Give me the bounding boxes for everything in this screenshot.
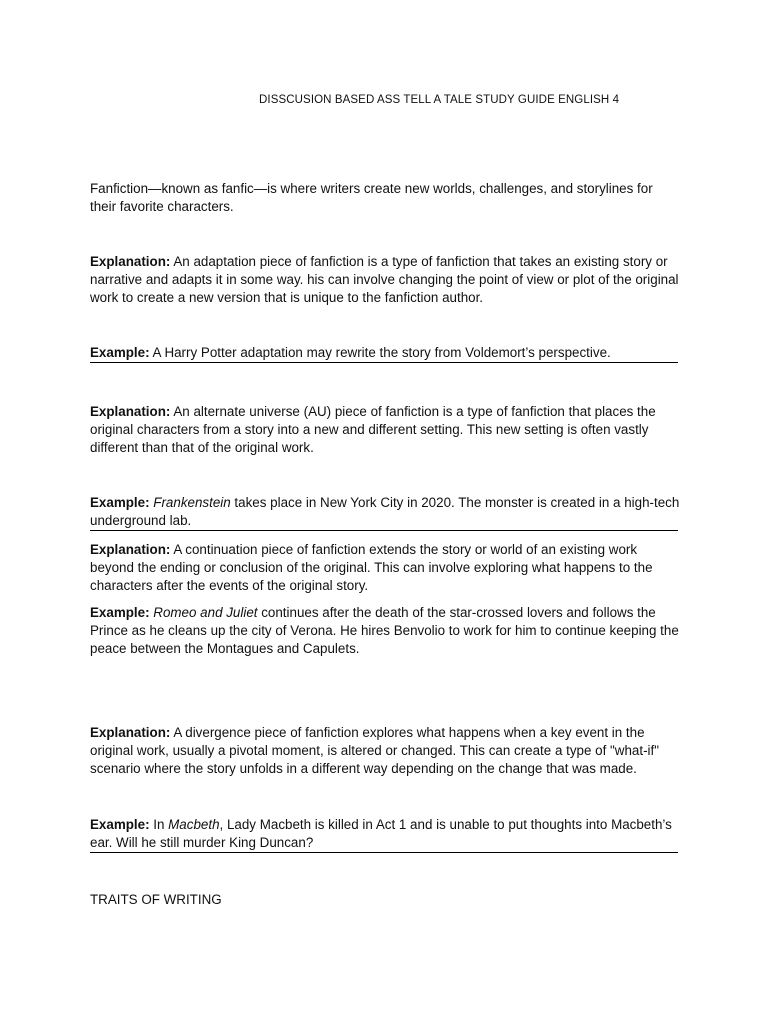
example-divergence	[90, 816, 680, 852]
traits-heading: TRAITS OF WRITING	[90, 892, 222, 907]
explanation-text: An alternate universe (AU) piece of fanfiction is a type of fanfiction that places the original characters from a story into a new and different setting. This new setting is often vastly different than that of the original work.	[90, 404, 656, 455]
explanation-label: Explanation:	[90, 254, 171, 269]
example-alternate-universe	[90, 494, 680, 530]
example-work-title: Frankenstein	[153, 495, 231, 510]
example-label: Example:	[90, 605, 150, 620]
explanation-continuation	[90, 541, 680, 595]
example-adaptation	[90, 344, 680, 362]
example-text: takes place in New York City in 2020. The monster is created in a high-tech underground lab.	[90, 495, 680, 528]
divider-line	[90, 362, 678, 363]
example-work-title: Macbeth	[168, 817, 220, 832]
example-label: Example:	[90, 495, 150, 510]
explanation-text: A divergence piece of fanfiction explores what happens when a key event in the original work, usually a pivotal moment, is altered or changed. This can create a type of "what-if" scenario where the story unfolds in a different way depending on the change that was made.	[90, 725, 659, 776]
example-label: Example:	[90, 345, 150, 360]
explanation-label: Explanation:	[90, 404, 171, 419]
example-label: Example:	[90, 817, 150, 832]
explanation-text: An adaptation piece of fanfiction is a type of fanfiction that takes an existing story or narrative and adapts it in some way. his can involve changing the point of view or plot of the original work to create a new version that is unique to the fanfiction author.	[90, 254, 679, 305]
example-text: , Lady Macbeth is killed in Act 1 and is unable to put thoughts into Macbeth’s ear. Will he still murder King Duncan?	[90, 817, 672, 850]
explanation-adaptation	[90, 253, 680, 307]
divider-line	[90, 530, 678, 531]
explanation-divergence	[90, 724, 680, 778]
explanation-alternate-universe	[90, 403, 680, 457]
example-work-title: Romeo and Juliet	[153, 605, 258, 620]
explanation-text: A continuation piece of fanfiction extends the story or world of an existing work beyond the ending or conclusion of the original. This can involve exploring what happens to the characters after the events of the original story.	[90, 542, 653, 593]
example-continuation	[90, 604, 680, 658]
example-text: continues after the death of the star-crossed lovers and follows the Prince as he cleans up the city of Verona. He hires Benvolio to work for him to continue keeping the peace between the Montagues and Capulets.	[90, 605, 679, 656]
divider-line	[90, 852, 678, 853]
explanation-label: Explanation:	[90, 542, 171, 557]
page-title: DISSCUSION BASED ASS TELL A TALE STUDY GUIDE ENGLISH 4	[259, 94, 620, 106]
example-text: A Harry Potter adaptation may rewrite the story from Voldemort’s perspective.	[149, 345, 611, 360]
example-prefix: In	[149, 817, 169, 832]
intro-paragraph: Fanfiction—known as fanfic—is where writers create new worlds, challenges, and storylines for their favorite characters.	[90, 181, 653, 214]
explanation-label: Explanation:	[90, 725, 171, 740]
